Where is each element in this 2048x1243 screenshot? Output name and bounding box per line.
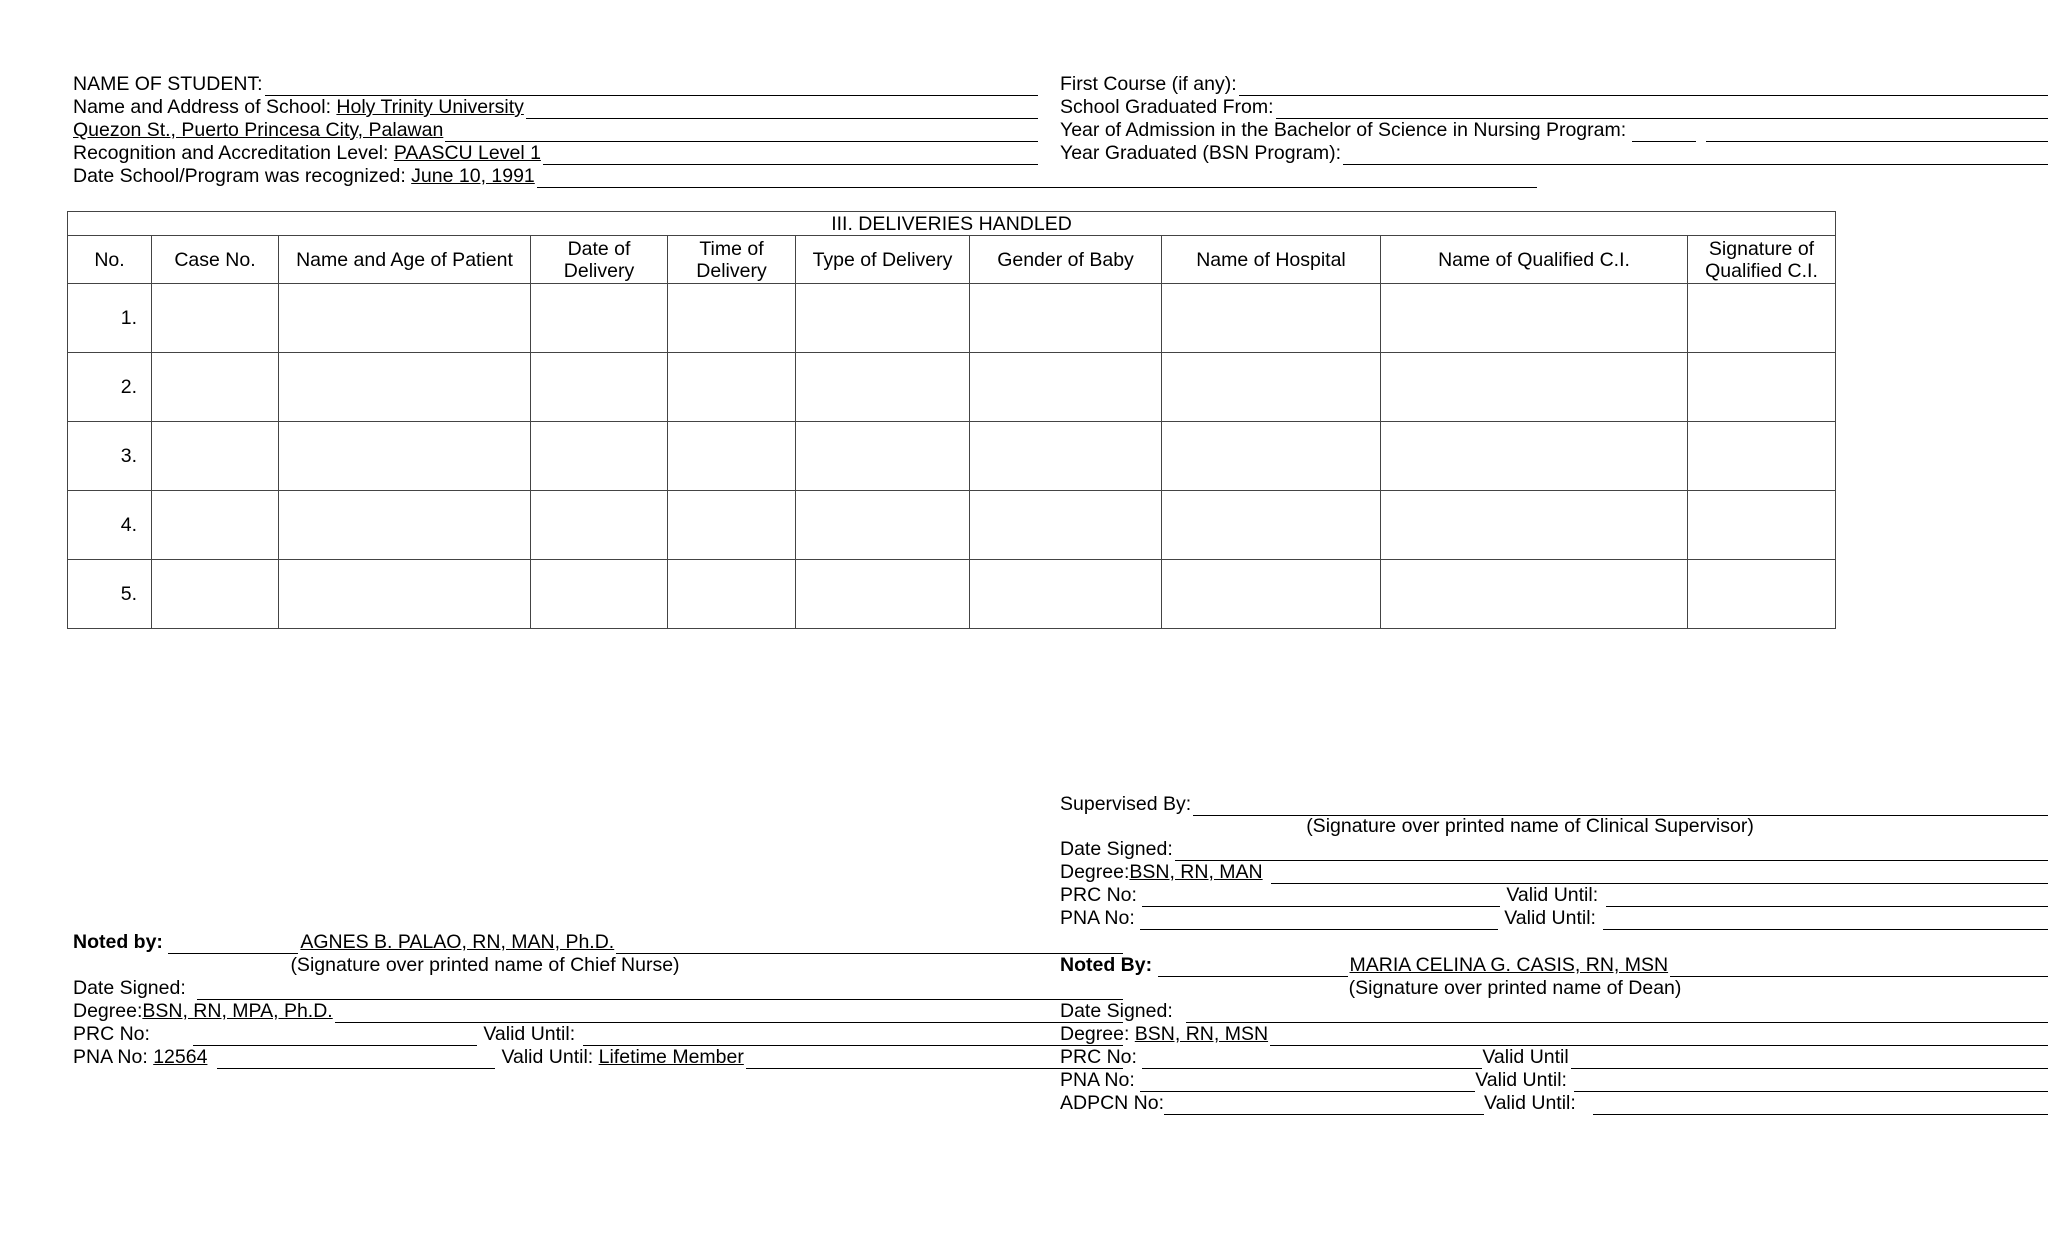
chief-nurse-name: AGNES B. PALAO, RN, MAN, Ph.D. <box>300 931 615 953</box>
year-admission-field[interactable] <box>1060 118 2048 142</box>
supervisor-date-signed[interactable]: Date Signed: <box>1060 837 2048 861</box>
col-time: Time of Delivery <box>668 236 796 284</box>
dean-degree-value: BSN, RN, MSN <box>1134 1023 1269 1045</box>
dean-name: MARIA CELINA G. CASIS, RN, MSN <box>1349 954 1669 976</box>
col-type: Type of Delivery <box>796 236 970 284</box>
accreditation-label: Recognition and Accreditation Level: <box>73 142 394 164</box>
date-recognized-field <box>73 164 1537 188</box>
supervisor-prc[interactable]: PRC No: Valid Until: <box>1060 883 2048 907</box>
dean-prc[interactable]: PRC No: Valid Until <box>1060 1045 2048 1069</box>
date-recognized-label: Date School/Program was recognized: <box>73 165 412 187</box>
row-number: 5. <box>68 560 152 629</box>
col-gender: Gender of Baby <box>970 236 1162 284</box>
dean-pna[interactable]: PNA No: Valid Until: <box>1060 1068 2048 1092</box>
dean-noted-by-label: Noted By: <box>1060 954 1158 976</box>
first-course-label: First Course (if any): <box>1060 73 1237 95</box>
supervisor-pna[interactable]: PNA No: Valid Until: <box>1060 906 2048 930</box>
chief-nurse-pna: PNA No: 12564 Valid Until: Lifetime Member <box>73 1045 1123 1069</box>
col-case-no: Case No. <box>152 236 279 284</box>
table-row <box>68 284 1836 353</box>
supervisor-degree: Degree: BSN, RN, MAN <box>1060 860 2048 884</box>
supervised-by-label: Supervised By: <box>1060 793 1192 815</box>
row-number: 4. <box>68 491 152 560</box>
date-recognized-value: June 10, 1991 <box>411 165 535 187</box>
chief-nurse-noted-by[interactable] <box>73 930 1123 954</box>
col-patient: Name and Age of Patient <box>279 236 531 284</box>
dean-date-signed[interactable]: Date Signed: <box>1060 999 2048 1023</box>
chief-nurse-pna-value: 12564 <box>153 1046 208 1068</box>
year-graduated-label: Year Graduated (BSN Program): <box>1060 142 1342 164</box>
school-label: Name and Address of School: <box>73 96 337 118</box>
chief-nurse-date-signed[interactable]: Date Signed: <box>73 976 1123 1000</box>
chief-nurse-caption: (Signature over printed name of Chief Nurse) <box>290 954 680 976</box>
name-of-student-line[interactable] <box>265 77 1038 96</box>
school-address-field <box>73 118 1038 142</box>
school-value: Holy Trinity University <box>336 96 524 118</box>
dean-degree: Degree: BSN, RN, MSN <box>1060 1022 2048 1046</box>
row-number: 1. <box>68 284 152 353</box>
school-address-value: Quezon St., Puerto Princesa City, Palawan <box>73 119 444 141</box>
first-course-field[interactable] <box>1060 72 2048 96</box>
col-ci-name: Name of Qualified C.I. <box>1381 236 1688 284</box>
table-header-row <box>68 236 1836 284</box>
supervisor-degree-value: BSN, RN, MAN <box>1129 861 1263 883</box>
col-date: Date of Delivery <box>531 236 668 284</box>
school-graduated-field[interactable] <box>1060 95 2048 119</box>
school-field <box>73 95 1038 119</box>
dean-adpcn[interactable]: ADPCN No: Valid Until: <box>1060 1091 2048 1115</box>
year-admission-label: Year of Admission in the Bachelor of Science in Nursing Program: <box>1060 119 1632 141</box>
col-ci-signature: Signature of Qualified C.I. <box>1688 236 1836 284</box>
chief-nurse-degree: Degree: BSN, RN, MPA, Ph.D. <box>73 999 1123 1023</box>
noted-by-label: Noted by: <box>73 931 169 953</box>
chief-nurse-prc[interactable]: PRC No: Valid Until: <box>73 1022 1123 1046</box>
col-no: No. <box>68 236 152 284</box>
table-title: III. DELIVERIES HANDLED <box>68 212 1836 236</box>
accreditation-value: PAASCU Level 1 <box>393 142 541 164</box>
accreditation-field <box>73 141 1038 165</box>
school-graduated-label: School Graduated From: <box>1060 96 1274 118</box>
supervisor-caption: (Signature over printed name of Clinical Supervisor) <box>1306 815 1754 837</box>
table-row <box>68 560 1836 629</box>
table-row <box>68 422 1836 491</box>
year-graduated-field[interactable] <box>1060 141 2048 165</box>
table-row <box>68 353 1836 422</box>
col-hospital: Name of Hospital <box>1162 236 1381 284</box>
dean-noted-by[interactable] <box>1060 953 2048 977</box>
name-of-student-field[interactable] <box>73 72 1038 96</box>
dean-caption: (Signature over printed name of Dean) <box>1348 977 1682 999</box>
chief-nurse-degree-value: BSN, RN, MPA, Ph.D. <box>142 1000 333 1022</box>
row-number: 3. <box>68 422 152 491</box>
table-row <box>68 491 1836 560</box>
chief-nurse-valid-until-value: Lifetime Member <box>598 1046 744 1068</box>
supervised-by-field[interactable] <box>1060 792 2048 816</box>
deliveries-table <box>67 211 1836 629</box>
row-number: 2. <box>68 353 152 422</box>
name-of-student-label: NAME OF STUDENT: <box>73 73 263 95</box>
